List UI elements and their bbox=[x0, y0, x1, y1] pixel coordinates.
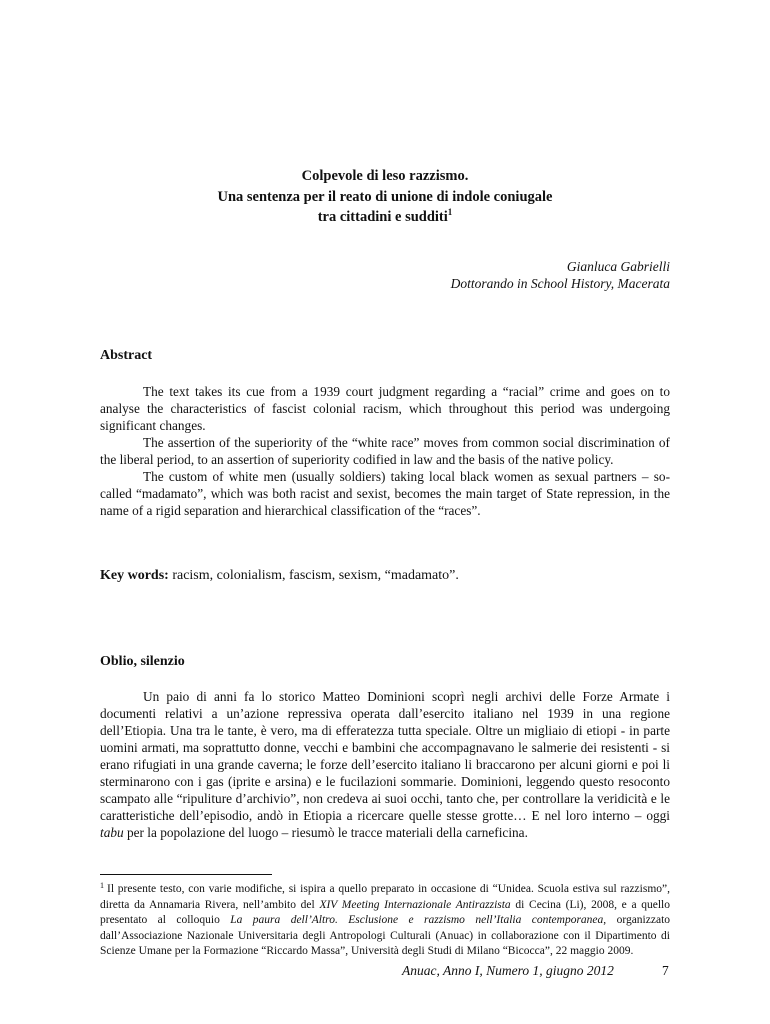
abstract-heading: Abstract bbox=[100, 348, 153, 363]
footnote-1 bbox=[100, 882, 670, 960]
keywords-label: Key words: bbox=[100, 568, 169, 583]
footnote-1-text-1: Il presente testo, con varie modifiche, si ispira a quello preparato in occasione di “Unidea. Scuola estiva sul razzismo”, diretta da Annamaria Rivera, nell’ambito del bbox=[100, 883, 670, 911]
section-heading: Oblio, silenzio bbox=[100, 654, 185, 669]
title-footnote-mark[interactable]: 1 bbox=[447, 207, 453, 217]
title-line-2: Una sentenza per il reato di unione di indole coniugale bbox=[217, 188, 553, 205]
section-paragraph-1-text-a: Un paio di anni fa lo storico Matteo Dominioni scoprì negli archivi delle Forze Armate i documenti relativi a un’azione repressiva operata dall’esercito italiano nel 1939 in una regione dell’Etiopia. Una tra le tante, è vero, ma di efferatezza tutta speciale. Oltre un migliaio di etiopi - in parte uomini armati, ma soprattutto donne, vecchi e bambini che accompagnavano le salmerie dei resistenti - si erano rifugiati in una grande caverna; le forze dell’esercito italiano li braccarono per alcuni giorni e poi li sterminarono con i gas (iprite e arsina) e le fucilazioni sommarie. Dominioni, leggendo questo resoconto scampato alle “ripuliture d’archivio”, non credeva ai suoi occhi, tanto che, per controllare la veridicità e le caratteristiche dell’episodio, andò in Etiopia a ricercare quelle stesse grotte… E nel loro interno – oggi bbox=[100, 689, 670, 823]
abstract-paragraph-3: The custom of white men (usually soldiers) taking local black women as sexual partners – so-called “madamato”, which was both racist and sexist, becomes the main target of State repression, in the name of a rigid separation and hierarchical classification of the “races”. bbox=[100, 469, 670, 518]
footnote-divider bbox=[100, 874, 272, 875]
abstract-paragraph-1: The text takes its cue from a 1939 court judgment regarding a “racial” crime and goes on to analyse the characteristics of fascist colonial racism, which throughout this period was undergoing significant changes. bbox=[100, 384, 670, 433]
author-affiliation: Dottorando in School History, Macerata bbox=[450, 276, 670, 291]
keywords-text: racism, colonialism, fascism, sexism, “madamato”. bbox=[168, 568, 459, 583]
footnote-1-text-2: di Cecina (Li), 2008, e a quello presentato al colloquio bbox=[100, 898, 670, 927]
article-title bbox=[0, 166, 770, 228]
running-footer: Anuac, Anno I, Numero 1, giugno 2012 bbox=[402, 963, 614, 978]
abstract-paragraph-2: The assertion of the superiority of the “white race” moves from common social discrimination of the liberal period, to an assertion of superiority codified in law and the basis of the native policy. bbox=[100, 435, 670, 467]
footnote-1-italic-1: XIV Meeting Internazionale Antirazzista bbox=[319, 898, 511, 911]
author-block bbox=[451, 258, 670, 292]
keywords-line bbox=[100, 568, 459, 584]
title-line-3-text: tra cittadini e sudditi bbox=[317, 209, 448, 225]
title-line-1: Colpevole di leso razzismo. bbox=[301, 168, 469, 184]
section-paragraph-1-text-b: per la popolazione del luogo – riesumò le tracce materiali della carneficina. bbox=[123, 825, 528, 840]
footnote-1-text-3: , organizzato dall’Associazione Nazionale Universitaria degli Antropologi Culturali (Anuac) in collaborazione con il Dipartimento di Scienze Umane per la Formazione “Riccardo Massa”, Università degli Studi di Milano “Bicocca”, 22 maggio 2009. bbox=[100, 914, 671, 958]
footnote-1-mark: 1 bbox=[100, 881, 104, 890]
page-number: 7 bbox=[662, 963, 669, 978]
author-name: Gianluca Gabrielli bbox=[566, 259, 670, 274]
title-line-3 bbox=[0, 207, 770, 228]
footnote-1-italic-2: La paura dell’Altro. Esclusione e razzismo nell’Italia contemporanea bbox=[230, 914, 604, 927]
section-paragraph-1-italic: tabu bbox=[100, 825, 124, 840]
abstract-body bbox=[100, 383, 670, 519]
section-paragraph-1 bbox=[100, 688, 670, 841]
